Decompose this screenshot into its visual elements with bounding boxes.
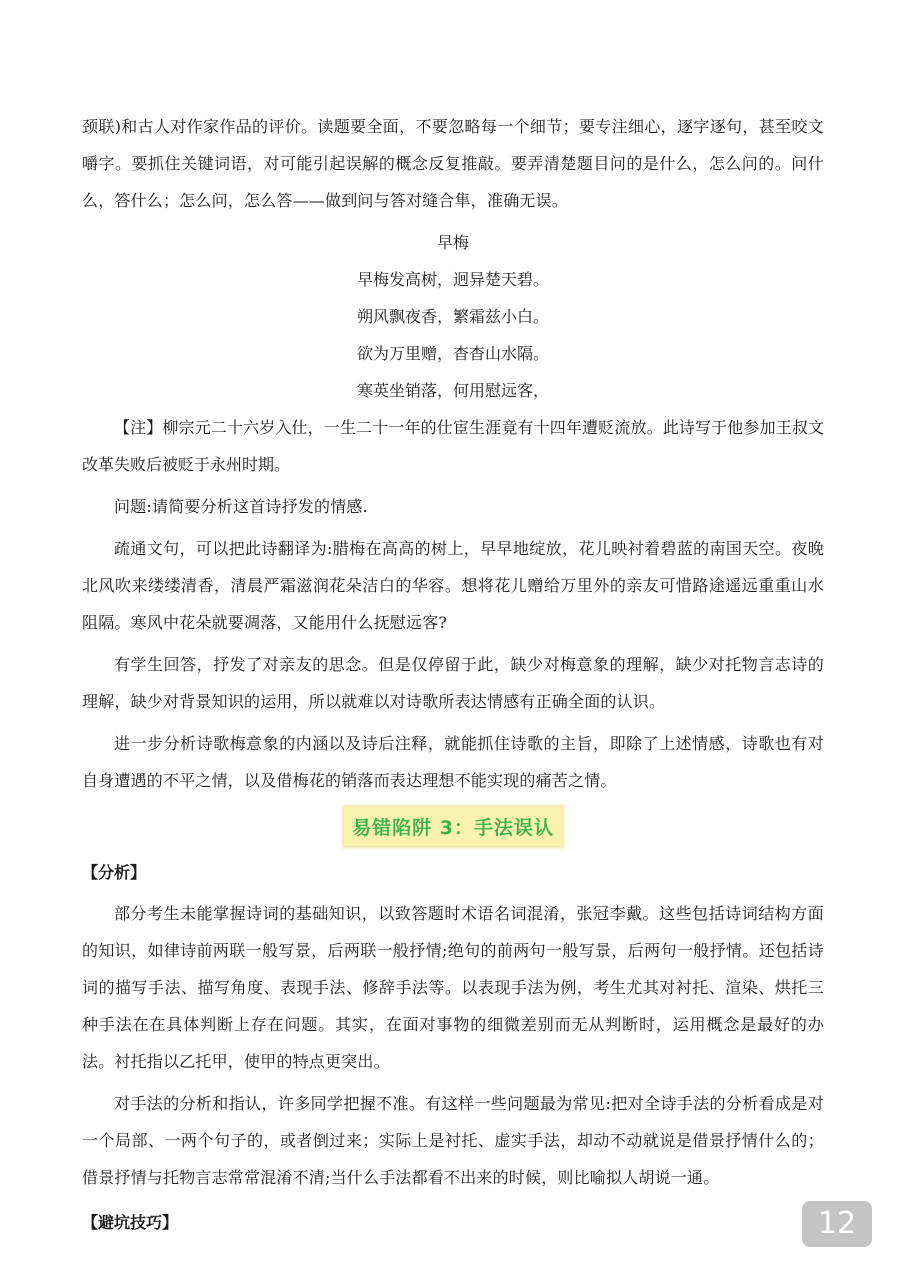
poem-line: 寒英坐销落，何用慰远客，	[356, 381, 549, 400]
analysis-paragraph: 部分考生未能掌握诗词的基础知识，以致答题时术语名词混淆，张冠李戴。这些包括诗词结构方面的知识，如律诗前两联一般写景，后两联一般抒情;绝句的前两句一般写景，后两句一般抒情。还包括诗词的描写手法、描写角度、表现手法、修辞手法等。以表现手法为例，考生尤其对衬托、渲染、烘托三种手法在在具体判断上存在问题。其实，在面对事物的细微差别而无从判断时，运用概念是最好的办法。衬托指以乙托甲，使甲的特点更突出。	[82, 904, 824, 1071]
question-text: 问题:请简要分析这首诗抒发的情感.	[114, 497, 368, 516]
document-page	[82, 108, 824, 1245]
section-banner-container	[82, 807, 824, 846]
poem-line: 早梅发高树，迥异楚天碧。	[356, 270, 549, 289]
poem-line: 欲为万里赠，杳杳山水隔。	[356, 344, 549, 363]
page-number-badge: 12	[802, 1201, 872, 1247]
poem-title: 早梅	[436, 233, 469, 252]
poem-note: 【注】柳宗元二十六岁入仕，一生二十一年的仕宦生涯竟有十四年遭贬流放。此诗写于他参加王叔文改革失败后被贬于永州时期。	[82, 418, 824, 474]
section-banner: 易错陷阱 3：手法误认	[344, 807, 562, 846]
body-paragraph: 进一步分析诗歌梅意象的内涵以及诗后注释，就能抓住诗歌的主旨，即除了上述情感，诗歌也有对自身遭遇的不平之情，以及借梅花的销落而表达理想不能实现的痛苦之情。	[82, 734, 824, 790]
body-paragraph: 疏通文句，可以把此诗翻译为:腊梅在高高的树上，早早地绽放，花儿映衬着碧蓝的南国天空。夜晚北风吹来缕缕清香，清晨严霜滋润花朵洁白的华容。想将花儿赠给万里外的亲友可惜路途遥远重重山水阻隔。寒风中花朵就要凋落，又能用什么抚慰远客?	[82, 539, 824, 632]
poem-line: 朔风飘夜香，繁霜兹小白。	[356, 307, 549, 326]
analysis-heading: 【分析】	[82, 863, 147, 882]
body-paragraph: 有学生回答，抒发了对亲友的思念。但是仅停留于此，缺少对梅意象的理解，缺少对托物言志诗的理解，缺少对背景知识的运用，所以就难以对诗歌所表达情感有正确全面的认识。	[82, 655, 824, 711]
intro-paragraph: 颈联)和古人对作家作品的评价。读题要全面，不要忽略每一个细节；要专注细心，逐字逐句，甚至咬文嚼字。要抓住关键词语，对可能引起误解的概念反复推敲。要弄清楚题目问的是什么，怎么问的。问什么，答什么；怎么问，怎么答——做到问与答对缝合隼，准确无误。	[82, 117, 824, 210]
tips-heading: 【避坑技巧】	[82, 1213, 179, 1232]
poem-block	[82, 224, 824, 409]
analysis-paragraph: 对手法的分析和指认，许多同学把握不准。有这样一些问题最为常见:把对全诗手法的分析看成是对一个局部、一两个句子的，或者倒过来；实际上是衬托、虚实手法，却动不动就说是借景抒情什么的；借景抒情与托物言志常常混淆不清;当什么手法都看不出来的时候，则比喻拟人胡说一通。	[82, 1094, 824, 1187]
